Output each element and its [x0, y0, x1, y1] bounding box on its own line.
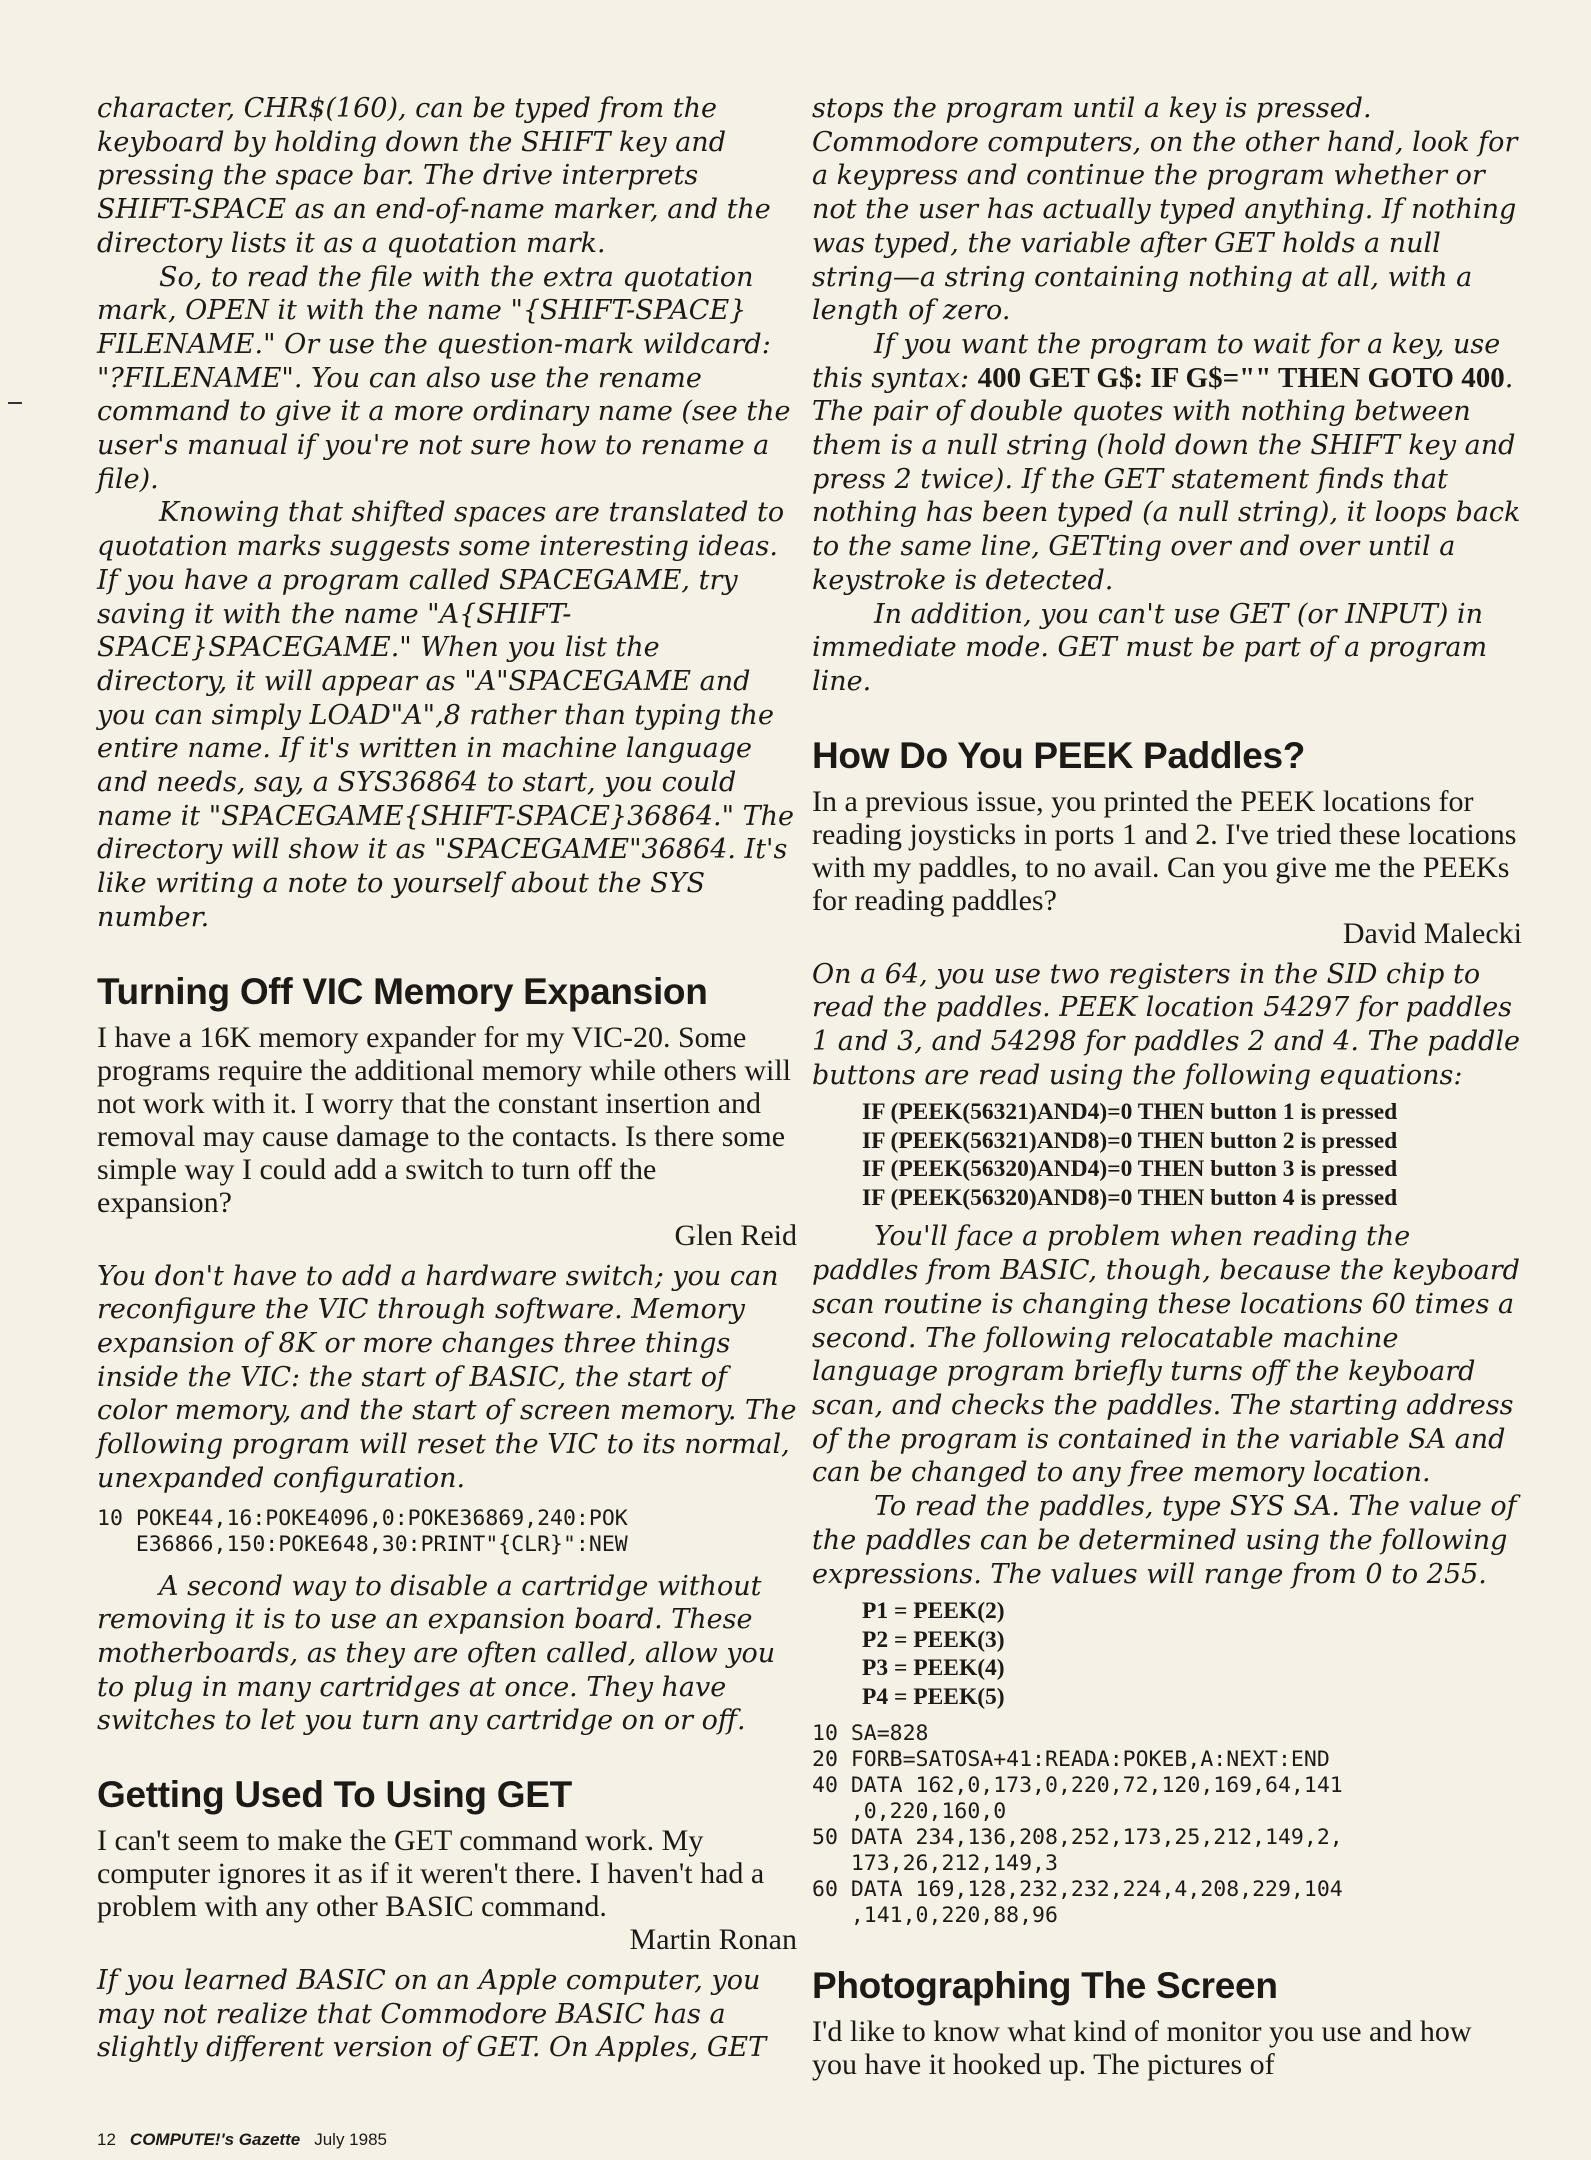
- left-paragraph-2: So, to read the file with the extra quotation mark, OPEN it with the name "{SHIFT-SPACE} FILENAME." Or use the question-mark wildcard: "?FILENAME". You can also use the rename command to give it a more ordinary name (see the user's manual if you're not sure how to rename a file).: [97, 261, 791, 495]
- get-question: I can't seem to make the GET command work. My computer ignores it as if it weren't there. I haven't had a problem with any other BASIC command.: [97, 1824, 765, 1924]
- paddle-expression: P2 = PEEK(3): [862, 1626, 1005, 1653]
- vic-answer-2: A second way to disable a cartridge without removing it is to use an expansion board. These motherboards, as they are often called, allow you to plug in many cartridges at once. They have switches to let you turn any cartridge on or off.: [97, 1570, 776, 1737]
- left-paragraph-3: Knowing that shifted spaces are translated to quotation marks suggests some interesting ideas. If you have a program called SPACEGAME, try saving it with the name "A{SHIFT-SPACE}SPACEGAME." When you list the directory, it will appear as "A"SPACEGAME and you can simply LOAD"A",8 rather than typing the entire name. If it's written in machine language and needs, say, a SYS36864 to start, you could name it "SPACEGAME{SHIFT-SPACE}36864." The directory will show it as "SPACEGAME"36864. It's like writing a note to yourself about the SYS number.: [97, 497, 794, 933]
- right-paragraph-3: In addition, you can't use GET (or INPUT) in immediate mode. GET must be part of a program line.: [812, 598, 1488, 697]
- peek-question: In a previous issue, you printed the PEEK locations for reading joysticks in ports 1 and 2. I've tried these locations with my paddles, to no avail. Can you give me the PEEKs for reading paddles?: [812, 784, 1517, 917]
- get-signature: Martin Ronan: [629, 1923, 797, 1957]
- peek-answer-2: You'll face a problem when reading the paddles from BASIC, though, because the keyboard scan routine is changing these locations 60 times a second. The following relocatable machine language program briefly turns off the keyboard scan, and checks the paddles. The starting address of the program is contained in the variable SA and can be changed to any free memory location.: [812, 1221, 1520, 1489]
- page-footer: [97, 2130, 387, 2150]
- button-equations: [862, 1098, 1522, 1212]
- syntax-explanation: . The pair of double quotes with nothing between them is a null string (hold down the SHIFT key and press 2 twice). If the GET statement finds that nothing has been typed (a null string), it loops back to the same line, GETting over and over until a keystroke is detected.: [812, 362, 1521, 596]
- magazine-name: COMPUTE!'s Gazette: [129, 2130, 301, 2149]
- vic-question: I have a 16K memory expander for my VIC-20. Some programs require the additional memory while others will not work with it. I worry that the constant insertion and removal may cause damage to the contacts. Is there some simple way I could add a switch to turn off the expansion?: [97, 1020, 791, 1219]
- heading-peek-paddles: How Do You PEEK Paddles?: [812, 734, 1306, 776]
- photo-question: I'd like to know what kind of monitor you use and how you have it hooked up. The pictures of: [812, 2015, 1472, 2082]
- peek-answer: On a 64, you use two registers in the SID chip to read the paddles. PEEK location 54297 for paddles 1 and 3, and 54298 for paddles 2 and 4. The paddle buttons are read using the following equations:: [812, 958, 1520, 1091]
- right-paragraph-1: stops the program until a key is pressed. Commodore computers, on the other hand, look for a keypress and continue the program whether or not the user has actually typed anything. If nothing was typed, the variable after GET holds a null string—a string containing nothing at all, with a length of zero.: [812, 93, 1518, 327]
- peek-signature: David Malecki: [1342, 916, 1522, 950]
- vic-signature: Glen Reid: [674, 1218, 797, 1252]
- right-column: [812, 92, 1522, 2081]
- paddle-expression: P1 = PEEK(2): [862, 1598, 1005, 1625]
- syntax-intro: If you want the program to wait for a key, use this syntax:: [812, 328, 1501, 394]
- paddle-expression: P4 = PEEK(5): [862, 1683, 1005, 1710]
- get-answer: If you learned BASIC on an Apple computer, you may not realize that Commodore BASIC has a slightly different version of GET. On Apples, GET: [97, 1965, 767, 2064]
- equation-line: IF (PEEK(56320)AND8)=0 THEN button 4 is pressed: [862, 1184, 1398, 1211]
- left-paragraph-1: character, CHR$(160), can be typed from the keyboard by holding down the SHIFT key and pressing the space bar. The drive interprets SHIFT-SPACE as an end-of-name marker, and the directory lists it as a quotation mark.: [97, 93, 771, 259]
- vic-code-listing: 10 POKE44,16:POKE4096,0:POKE36869,240:POK E36866,150:POKE648,30:PRINT"{CLR}":NEW: [97, 1505, 628, 1557]
- equation-line: IF (PEEK(56321)AND4)=0 THEN button 1 is pressed: [862, 1099, 1398, 1126]
- get-loop-code: 400 GET G$: IF G$="" THEN GOTO 400: [977, 361, 1505, 394]
- equation-line: IF (PEEK(56321)AND8)=0 THEN button 2 is pressed: [862, 1127, 1398, 1154]
- paddle-code-listing: 10 SA=828 20 FORB=SATOSA+41:READA:POKEB,A:NEXT:END 40 DATA 162,0,173,0,220,72,120,169,64,141 ,0,220,160,0 50 DATA 234,136,208,252,173,25,212,149,2, 173,26,212,149,3 60 DATA 169,128,232,232,224,4,208,229,104 ,141,0,220,88,96: [812, 1721, 1343, 1929]
- issue-date: July 1985: [314, 2130, 387, 2149]
- right-paragraph-2: [812, 328, 1522, 598]
- left-column: [97, 92, 797, 2065]
- vic-answer: You don't have to add a hardware switch; you can reconfigure the VIC through software. Memory expansion of 8K or more changes three things inside the VIC: the start of BASIC, the start of color memory, and the start of screen memory. The following program will reset the VIC to its normal, unexpanded configuration.: [97, 1260, 797, 1494]
- paddle-expressions: [862, 1597, 1522, 1711]
- equation-line: IF (PEEK(56320)AND4)=0 THEN button 3 is pressed: [862, 1156, 1398, 1183]
- heading-get: Getting Used To Using GET: [97, 1774, 572, 1816]
- heading-vic-memory: Turning Off VIC Memory Expansion: [97, 970, 708, 1012]
- paddle-expression: P3 = PEEK(4): [862, 1655, 1005, 1682]
- peek-answer-3: To read the paddles, type SYS SA. The value of the paddles can be determined using the following expressions. The values will range from 0 to 255.: [812, 1491, 1517, 1590]
- page-number: 12: [97, 2130, 116, 2149]
- heading-photographing: Photographing The Screen: [812, 1965, 1278, 2007]
- margin-mark: [8, 402, 22, 404]
